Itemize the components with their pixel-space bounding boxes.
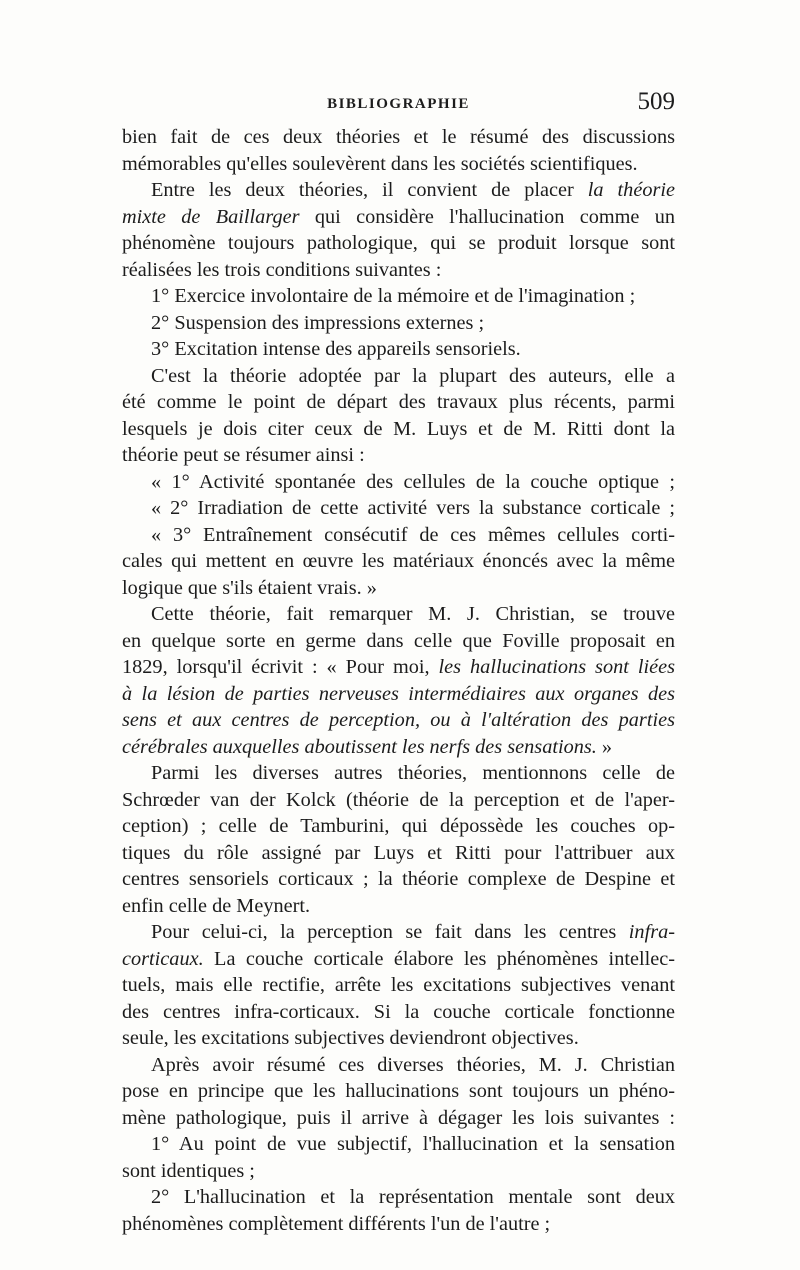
text-line <box>122 946 675 973</box>
text-line: ception) ; celle de Tamburini, qui dépossède les couches op- <box>122 815 675 837</box>
text-line: lesquels je dois citer ceux de M. Luys et de M. Ritti dont la <box>122 417 675 440</box>
text-line: seule, les excitations subjectives deviendront objectives. <box>122 1027 579 1049</box>
text-line: centres sensoriels corticaux ; la théorie complexe de Despine et <box>122 868 675 890</box>
text-line: été comme le point de départ des travaux plus récents, parmi <box>122 391 675 413</box>
page-number: 509 <box>637 88 675 115</box>
quote-line: « 1° Activité spontanée des cellules de la couche optique ; <box>151 470 675 493</box>
text-run-italic: la théorie <box>587 179 675 201</box>
page-header <box>122 88 675 122</box>
text-run-italic: cérébrales auxquelles aboutissent les nerfs des sensations. <box>122 735 597 758</box>
list-item: 2° Suspension des impressions externes ; <box>151 311 485 334</box>
text-run-italic: infra- <box>628 921 675 943</box>
running-title: BIBLIOGRAPHIE <box>327 96 470 112</box>
text-line <box>122 654 675 681</box>
quote-line: « 3° Entraînement consécutif de ces mêmes cellules corti- <box>151 523 675 546</box>
text-line: bien fait de ces deux théories et le résumé des discussions <box>122 126 675 148</box>
text-line: Schrœder van der Kolck (théorie de la perception et de l'aper- <box>122 788 675 811</box>
text-run: La couche corticale élabore les phénomènes intellec- <box>203 947 675 970</box>
text-run: qui considère l'hallucination comme un <box>299 205 676 228</box>
list-item: 3° Excitation intense des appareils sensoriels. <box>151 338 521 360</box>
text-run-italic: corticaux. <box>122 947 204 970</box>
text-line: pose en principe que les hallucinations sont toujours un phéno- <box>122 1080 675 1102</box>
list-item: 2° L'hallucination et la représentation mentale sont deux <box>151 1186 675 1208</box>
text-run: Entre les deux théories, il convient de placer <box>151 179 588 201</box>
quote-line: « 2° Irradiation de cette activité vers la substance corticale ; <box>151 497 675 519</box>
text-line: Parmi les diverses autres théories, mentionnons celle de <box>151 762 675 784</box>
text-line: enfin celle de Meynert. <box>122 894 311 917</box>
quote-line-italic: à la lésion de parties nerveuses intermédiaires aux organes des <box>122 682 675 705</box>
text-line: des centres infra-corticaux. Si la couche corticale fonctionne <box>122 1000 675 1023</box>
text-run: Pour celui-ci, la perception se fait dans les centres <box>151 921 629 943</box>
list-item: 1° Au point de vue subjectif, l'hallucination et la sensation <box>151 1133 675 1155</box>
text-line <box>122 177 675 204</box>
text-line: phénomènes complètement différents l'un de l'autre ; <box>122 1212 551 1235</box>
quote-line-italic: sens et aux centres de perception, ou à l'altération des parties <box>122 709 675 731</box>
quote-line: logique que s'ils étaient vrais. » <box>122 576 377 599</box>
text-line <box>122 734 675 761</box>
text-line: tiques du rôle assigné par Luys et Ritti pour l'attribuer aux <box>122 841 675 864</box>
text-line: tuels, mais elle rectifie, arrête les excitations subjectives venant <box>122 974 675 996</box>
text-run-italic: mixte de Baillarger <box>122 205 300 228</box>
text-line <box>122 919 675 946</box>
text-line: théorie peut se résumer ainsi : <box>122 444 365 466</box>
text-line: sont identiques ; <box>122 1159 255 1182</box>
text-line: phénomène toujours pathologique, qui se produit lorsque sont <box>122 232 675 254</box>
text-line: mémorables qu'elles soulevèrent dans les sociétés scientifiques. <box>122 152 638 175</box>
text-run: 1829, lorsqu'il écrivit : « Pour moi, <box>122 656 439 678</box>
text-run-italic: les hallucinations sont liées <box>438 656 676 678</box>
text-run: » <box>596 735 613 758</box>
text-line: mène pathologique, puis il arrive à dégager les lois suivantes : <box>122 1106 675 1129</box>
list-item: 1° Exercice involontaire de la mémoire et de l'imagination ; <box>151 285 636 307</box>
text-line <box>122 204 675 231</box>
text-line: Après avoir résumé ces diverses théories, M. J. Christian <box>151 1053 675 1076</box>
body-text <box>122 124 675 1237</box>
text-line: Cette théorie, fait remarquer M. J. Christian, se trouve <box>151 603 675 625</box>
text-line: réalisées les trois conditions suivantes : <box>122 258 442 281</box>
text-line: en quelque sorte en germe dans celle que Foville proposait en <box>122 629 675 652</box>
text-line: C'est la théorie adoptée par la plupart des auteurs, elle a <box>151 364 675 387</box>
quote-line: cales qui mettent en œuvre les matériaux énoncés avec la même <box>122 550 675 572</box>
